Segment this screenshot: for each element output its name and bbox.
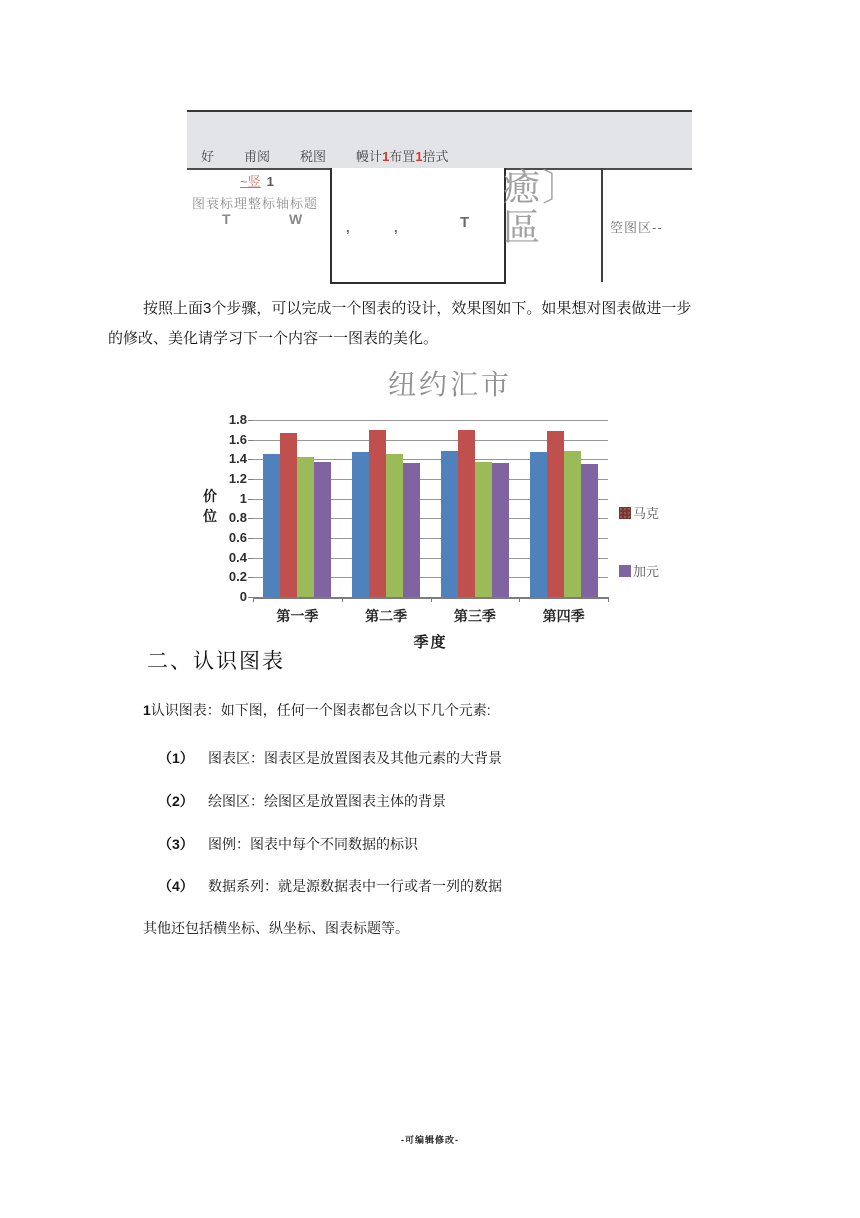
ribbon-screenshot-band: [187, 110, 692, 170]
ribbon-divider: [601, 168, 603, 282]
gridline: [253, 499, 608, 500]
y-tick-label: 0.8: [228, 510, 247, 526]
bar-series-1: [352, 452, 369, 597]
x-tick: [253, 597, 254, 602]
ribbon-big-gray-text: [503, 168, 603, 248]
gridline: [253, 577, 608, 578]
y-axis-title: 价位: [203, 488, 217, 524]
bar-series-3: [475, 462, 492, 597]
list-item: [158, 876, 502, 896]
list-item-text: 图表区：图表区是放置图表及其他元素的大背景: [208, 750, 502, 766]
closing-paragraph: 其他还包括横坐标、纵坐标、图表标题等。: [143, 920, 409, 936]
y-tick: [248, 499, 253, 500]
list-item-text: 数据系列：就是源数据表中一行或者一列的数据: [208, 878, 502, 894]
ribbon-right-label: 箜图区--: [610, 220, 663, 235]
x-tick: [431, 597, 432, 602]
list-item-number: （1）: [158, 750, 194, 766]
x-category-label: 第二季: [365, 608, 408, 624]
bar-series-1: [441, 451, 458, 597]
legend-swatch: [619, 507, 631, 519]
list-item: [158, 834, 418, 854]
bar-series-2: [458, 430, 475, 597]
y-tick: [248, 459, 253, 460]
y-tick: [248, 558, 253, 559]
x-axis-line: [253, 597, 608, 599]
y-tick-label: 0.2: [228, 569, 247, 585]
y-tick: [248, 538, 253, 539]
gridline: [253, 459, 608, 460]
section-intro: [143, 700, 491, 720]
legend-label: 马克: [633, 506, 660, 521]
ribbon-tab: 甫阅: [244, 149, 271, 164]
y-tick: [248, 597, 253, 598]
ribbon-tabs: [201, 146, 479, 165]
gridline: [253, 518, 608, 519]
bar-series-4: [314, 462, 331, 597]
gridline: [253, 479, 608, 480]
ribbon-letter-t: T: [222, 211, 231, 227]
gridline: [253, 440, 608, 441]
y-tick-label: 0.6: [228, 530, 247, 545]
legend-label: 加元: [633, 564, 660, 579]
list-item-number: （2）: [158, 793, 194, 809]
intro-paragraph: [108, 294, 748, 354]
y-tick: [248, 440, 253, 441]
section-intro-number: 1: [143, 702, 151, 718]
y-tick-label: 0: [239, 589, 247, 604]
bar-series-2: [547, 431, 564, 597]
y-tick-label: 0.4: [228, 549, 247, 565]
ribbon-letter-w: W: [289, 211, 303, 227]
x-category-label: 第一季: [276, 608, 319, 624]
box-letter-t: T: [460, 214, 470, 231]
section-intro-text: 认识图表：如下图，任何一个图表都包含以下几个元素:: [150, 702, 491, 718]
list-item: [158, 791, 446, 811]
x-category-label: 第三季: [453, 608, 496, 624]
design-tab-red-digit: 1: [415, 149, 423, 164]
bar-series-3: [297, 457, 314, 597]
ribbon-axis-title-label: 图衰标理整标轴标题: [192, 196, 319, 211]
list-item: [158, 748, 502, 768]
y-tick: [248, 518, 253, 519]
list-item-text: 绘图区：绘图区是放置图表主体的背景: [208, 793, 446, 809]
design-tab-text: 幔计: [356, 149, 383, 164]
chart-title: 纽约汇市: [387, 369, 512, 400]
ribbon-tab: 税图: [300, 149, 327, 164]
gridline: [253, 538, 608, 539]
design-tab-text: 掊式: [422, 149, 449, 164]
y-tick-label: 1.4: [228, 451, 247, 467]
tilde-number: 1: [266, 174, 274, 189]
legend-item: [619, 561, 659, 580]
legend-swatch: [619, 565, 631, 577]
paragraph-line: 的修改、美化请学习下一个内容一一图表的美化。: [108, 330, 439, 347]
gridline: [253, 558, 608, 559]
big-gray-line2: 區: [503, 207, 542, 248]
bar-series-2: [280, 433, 297, 597]
legend-item: [619, 503, 659, 522]
ribbon-preview-box: [330, 168, 506, 284]
big-gray-line1: 癒〕: [503, 167, 581, 208]
bar-series-1: [530, 452, 547, 597]
bar-series-4: [492, 463, 509, 597]
list-item-number: （4）: [158, 878, 194, 894]
bar-series-1: [263, 454, 280, 597]
design-tab-red-digit: 1: [382, 149, 390, 164]
ribbon-small-control: [240, 171, 274, 191]
tilde-icon: ~竖: [240, 174, 261, 189]
paragraph-line: 按照上面3个步骤，可以完成一个图表的设计，效果图如下。如果想对图表做进一步: [143, 300, 692, 317]
y-tick-label: 1.8: [228, 412, 247, 427]
bar-series-3: [386, 454, 403, 597]
bar-series-4: [403, 463, 420, 597]
bar-series-4: [581, 464, 598, 597]
gridline: [253, 420, 608, 421]
x-tick: [608, 597, 609, 602]
x-tick: [342, 597, 343, 602]
design-tab-text: 布罝: [389, 149, 416, 164]
section-heading: 二、认识图表: [147, 650, 285, 673]
box-mark: ,: [346, 220, 350, 235]
list-item-text: 图例：图表中每个不同数据的标识: [208, 836, 418, 852]
y-tick-label: 1.6: [228, 431, 247, 447]
page-footer: -可编辑修改-: [401, 1135, 459, 1145]
bar-series-2: [369, 430, 386, 597]
ribbon-tab: 好: [201, 149, 215, 164]
box-mark: ,: [394, 220, 398, 235]
ribbon-tab-design: [356, 146, 449, 165]
y-tick-label: 1: [239, 490, 247, 506]
y-tick: [248, 479, 253, 480]
y-tick-label: 1.2: [228, 471, 247, 486]
x-category-label: 第四季: [542, 608, 585, 624]
list-item-number: （3）: [158, 836, 194, 852]
y-tick: [248, 577, 253, 578]
bar-series-3: [564, 451, 581, 597]
x-tick: [519, 597, 520, 602]
y-tick: [248, 420, 253, 421]
x-axis-title: 季度: [413, 634, 448, 651]
